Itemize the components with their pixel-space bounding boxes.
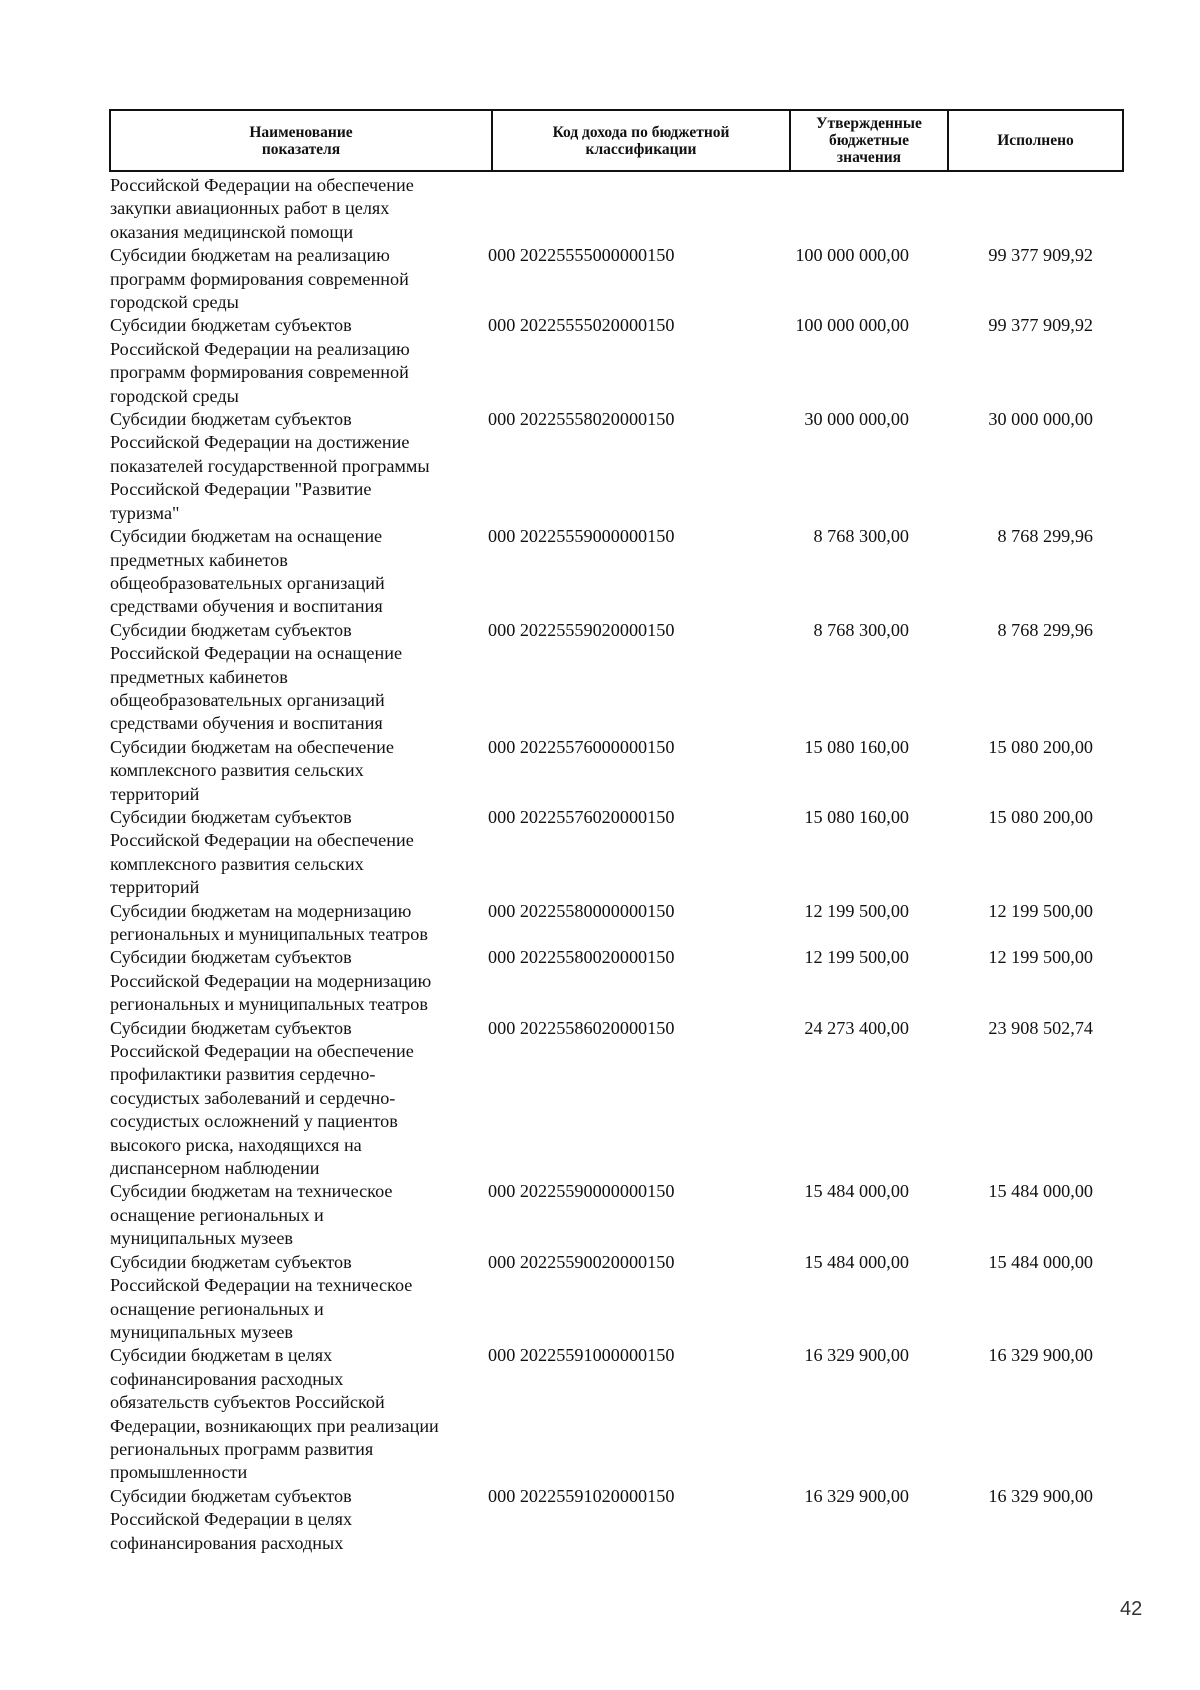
header-executed: Исполнено bbox=[947, 111, 1122, 170]
row-name: Субсидии бюджетам субъектов Российской Федерации на реализацию программ формирования современной городской среды bbox=[110, 315, 410, 406]
row-name: Субсидии бюджетам на оснащение предметных кабинетов общеобразовательных организаций средствами обучения и воспитания bbox=[110, 526, 385, 617]
row-approved: 16 329 900,00 bbox=[804, 1485, 909, 1506]
table-row bbox=[110, 806, 1130, 900]
table-row bbox=[110, 946, 1130, 1016]
row-executed: 15 484 000,00 bbox=[988, 1251, 1093, 1272]
row-executed: 16 329 900,00 bbox=[988, 1485, 1093, 1506]
row-executed: 99 377 909,92 bbox=[988, 245, 1093, 266]
table-row bbox=[110, 174, 1130, 244]
row-name: Российской Федерации на обеспечение закупки авиационных работ в целях оказания медицинской помощи bbox=[110, 175, 414, 242]
row-code: 000 20225558020000150 bbox=[488, 409, 675, 430]
table-row bbox=[110, 1251, 1130, 1345]
row-name: Субсидии бюджетам субъектов Российской Федерации в целях софинансирования расходных bbox=[110, 1485, 353, 1553]
table-row bbox=[110, 314, 1130, 408]
row-executed: 8 768 299,96 bbox=[997, 619, 1093, 640]
table-row bbox=[110, 1180, 1130, 1250]
row-code: 000 20225590020000150 bbox=[488, 1251, 675, 1272]
header-code: Код дохода по бюджетной классификации bbox=[491, 111, 789, 170]
row-name: Субсидии бюджетам на техническое оснащение региональных и муниципальных музеев bbox=[110, 1181, 393, 1249]
row-executed: 15 484 000,00 bbox=[988, 1181, 1093, 1202]
table-body bbox=[110, 174, 1130, 1555]
row-approved: 15 080 160,00 bbox=[804, 806, 909, 827]
row-code: 000 20225576000000150 bbox=[488, 736, 675, 757]
table-row bbox=[110, 619, 1130, 736]
row-executed: 30 000 000,00 bbox=[988, 409, 1093, 430]
row-approved: 12 199 500,00 bbox=[804, 900, 909, 921]
row-executed: 12 199 500,00 bbox=[988, 947, 1093, 968]
row-approved: 15 080 160,00 bbox=[804, 736, 909, 757]
table-row bbox=[110, 736, 1130, 806]
row-approved: 15 484 000,00 bbox=[804, 1181, 909, 1202]
row-name: Субсидии бюджетам в целях софинансирования расходных обязательств субъектов Российской Федерации, возникающих при реализации региональных программ развития промышленности bbox=[110, 1345, 439, 1483]
row-approved: 8 768 300,00 bbox=[813, 526, 909, 547]
row-code: 000 20225576020000150 bbox=[488, 806, 675, 827]
row-approved bbox=[706, 174, 909, 244]
row-approved: 24 273 400,00 bbox=[804, 1017, 909, 1038]
table-row bbox=[110, 1485, 1130, 1555]
table-header bbox=[109, 109, 1124, 172]
row-approved: 8 768 300,00 bbox=[813, 619, 909, 640]
table-row bbox=[110, 900, 1130, 947]
table-row bbox=[110, 244, 1130, 314]
row-executed: 99 377 909,92 bbox=[988, 315, 1093, 336]
row-name: Субсидии бюджетам на модернизацию региональных и муниципальных театров bbox=[110, 900, 428, 944]
row-approved: 16 329 900,00 bbox=[804, 1345, 909, 1366]
row-executed: 8 768 299,96 bbox=[997, 526, 1093, 547]
table-row bbox=[110, 1017, 1130, 1181]
row-code: 000 20225590000000150 bbox=[488, 1181, 675, 1202]
row-code: 000 20225555000000150 bbox=[488, 245, 675, 266]
row-approved: 15 484 000,00 bbox=[804, 1251, 909, 1272]
row-code: 000 20225555020000150 bbox=[488, 315, 675, 336]
header-name: Наименование показателя bbox=[249, 123, 353, 158]
row-executed: 15 080 200,00 bbox=[988, 806, 1093, 827]
page-number: 42 bbox=[1120, 1598, 1143, 1620]
row-approved: 30 000 000,00 bbox=[804, 409, 909, 430]
row-executed: 15 080 200,00 bbox=[988, 736, 1093, 757]
row-name: Субсидии бюджетам субъектов Российской Федерации на обеспечение профилактики развития сердечно- сосудистых заболеваний и сердечно- сосудистых осложнений у пациентов высокого риска, находящихся на диспансерном наблюдении bbox=[110, 1017, 414, 1179]
row-executed: 23 908 502,74 bbox=[988, 1017, 1093, 1038]
row-name: Субсидии бюджетам субъектов Российской Федерации на оснащение предметных кабинетов общеобразовательных организаций средствами обучения и воспитания bbox=[110, 619, 403, 734]
row-name: Субсидии бюджетам субъектов Российской Федерации на обеспечение комплексного развития сельских территорий bbox=[110, 806, 414, 898]
table-row bbox=[110, 525, 1130, 619]
row-name: Субсидии бюджетам субъектов Российской Федерации на модернизацию региональных и муниципальных театров bbox=[110, 947, 432, 1015]
row-code: 000 20225559020000150 bbox=[488, 619, 675, 640]
row-executed bbox=[909, 174, 1093, 244]
row-code bbox=[482, 174, 706, 244]
row-approved: 100 000 000,00 bbox=[795, 245, 909, 266]
row-name: Субсидии бюджетам на обеспечение комплексного развития сельских территорий bbox=[110, 736, 394, 804]
row-code: 000 20225559000000150 bbox=[488, 526, 675, 547]
row-executed: 12 199 500,00 bbox=[988, 900, 1093, 921]
row-code: 000 20225591020000150 bbox=[488, 1485, 675, 1506]
row-approved: 100 000 000,00 bbox=[795, 315, 909, 336]
row-code: 000 20225591000000150 bbox=[488, 1345, 675, 1366]
table-row bbox=[110, 1344, 1130, 1484]
row-name: Субсидии бюджетам на реализацию программ формирования современной городской среды bbox=[110, 245, 409, 313]
row-code: 000 20225586020000150 bbox=[488, 1017, 675, 1038]
table-row bbox=[110, 408, 1130, 525]
row-executed: 16 329 900,00 bbox=[988, 1345, 1093, 1366]
row-name: Субсидии бюджетам субъектов Российской Федерации на достижение показателей государственной программы Российской Федерации "Развитие туризма" bbox=[110, 409, 430, 523]
row-code: 000 20225580000000150 bbox=[488, 900, 675, 921]
row-code: 000 20225580020000150 bbox=[488, 947, 675, 968]
row-approved: 12 199 500,00 bbox=[804, 947, 909, 968]
row-name: Субсидии бюджетам субъектов Российской Федерации на техническое оснащение региональных и муниципальных музеев bbox=[110, 1251, 413, 1342]
header-approved: Утвержденные бюджетные значения bbox=[789, 111, 947, 170]
